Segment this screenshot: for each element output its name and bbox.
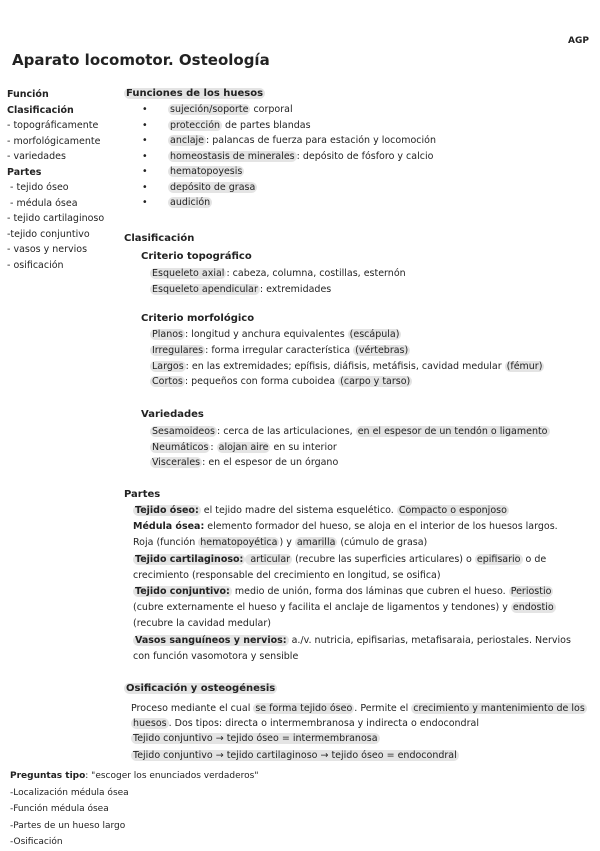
funciones-list	[142, 102, 436, 211]
term-highlight: alojan aire	[218, 441, 269, 453]
list-item: • audición	[142, 197, 211, 208]
osif-highlight: Tejido conjuntivo → tejido óseo = intermembranosa	[133, 733, 378, 744]
parte-text: o de	[522, 553, 547, 565]
parte-text: elemento formador del hueso, se aloja en el interior de los huesos largos.	[204, 521, 558, 533]
term-example: (escápula)	[349, 329, 400, 340]
term-highlight: Esqueleto axial	[152, 268, 225, 279]
parte-label: Tejido conjuntivo:	[135, 586, 230, 598]
osificacion-line	[131, 748, 587, 763]
parte-label: Tejido óseo:	[135, 505, 199, 516]
parte-conjuntivo	[133, 584, 571, 600]
parte-medula	[133, 519, 571, 535]
parte-cartilaginoso	[133, 552, 571, 568]
term-highlight: Planos	[152, 329, 183, 340]
term-highlight: Sesamoideos	[152, 426, 215, 437]
term-highlight: Cortos	[152, 376, 183, 388]
term-desc: : en las extremidades; epífisis, diáfisis, metáfisis, cavidad medular	[185, 360, 505, 372]
sidebar-item: - vasos y nervios	[7, 244, 88, 255]
term-desc: en su interior	[270, 441, 337, 453]
partes-content	[133, 503, 571, 665]
parte-highlight: articular	[247, 553, 291, 565]
list-item	[150, 282, 406, 298]
term-example: (vértebras)	[355, 344, 409, 356]
funcion-key: homeostasis de minerales	[170, 150, 295, 162]
funcion-key: depósito de grasa	[170, 181, 256, 193]
parte-text: ) y	[279, 537, 295, 549]
term-desc: :	[210, 441, 217, 453]
parte-highlight: Compacto o esponjoso	[398, 505, 507, 516]
list-item: • protección de partes blandas	[142, 119, 311, 131]
funcion-key: protección	[170, 119, 221, 131]
osificacion-content	[131, 701, 587, 763]
sidebar-item: - médula ósea	[7, 197, 78, 209]
topografico-heading: Criterio topográfico	[141, 251, 252, 262]
clasificacion-heading: Clasificación	[124, 233, 195, 244]
parte-vasos	[133, 633, 571, 649]
list-item	[150, 455, 550, 471]
list-item	[150, 266, 406, 282]
term-desc: : cabeza, columna, costillas, esternón	[226, 268, 406, 279]
list-item: -Función médula ósea	[10, 804, 109, 814]
parte-highlight: epifisario	[476, 553, 521, 565]
list-item: -Localización médula ósea	[10, 787, 129, 798]
parte-cartilaginoso-cont: crecimiento (responsable del crecimiento en longitud, se osifica)	[133, 569, 441, 581]
term-highlight: Largos	[152, 360, 184, 372]
osificacion-heading-text: Osificación y osteogénesis	[126, 683, 276, 694]
sidebar-item: - variedades	[7, 151, 66, 162]
sidebar-item: - tejido cartilaginoso	[7, 213, 105, 224]
osif-highlight: crecimiento y mantenimiento de los	[413, 703, 585, 714]
funcion-desc: corporal	[250, 104, 293, 115]
list-item	[150, 359, 544, 375]
osif-text: . Dos tipos: directa o intermembranosa y indirecta o endocondral	[168, 718, 479, 729]
sidebar-outline	[7, 87, 104, 273]
list-item	[150, 440, 550, 456]
osif-highlight: se forma tejido óseo	[255, 703, 353, 714]
preguntas-heading	[10, 768, 258, 785]
term-highlight: en el espesor de un tendón o ligamento	[357, 426, 548, 437]
parte-highlight: Periostio	[510, 586, 552, 598]
sidebar-item: -tejido conjuntivo	[7, 228, 90, 240]
list-item	[150, 327, 544, 343]
list-item: • homeostasis de minerales : depósito de fósforo y calcio	[142, 150, 434, 162]
funcion-desc: de partes blandas	[222, 119, 311, 131]
parte-tejido-oseo	[133, 503, 571, 519]
topografico-list	[150, 266, 406, 297]
parte-text: el tejido madre del sistema esquelético.	[200, 505, 397, 516]
funcion-desc: : palancas de fuerza para estación y locomoción	[206, 135, 436, 146]
list-item: • hematopoyesis	[142, 166, 243, 177]
funcion-key: anclaje	[170, 135, 205, 146]
page-title: Aparato locomotor. Osteología	[12, 51, 270, 69]
parte-highlight: hematopoyética	[200, 537, 278, 549]
term-example: (carpo y tarso)	[340, 376, 411, 388]
sidebar-item: - tejido óseo	[7, 182, 69, 193]
funciones-heading-text: Funciones de los huesos	[126, 88, 264, 99]
sidebar-item: - osificación	[7, 259, 64, 271]
partes-heading: Partes	[124, 489, 161, 500]
parte-vasos-cont: con función vasomotora y sensible	[133, 650, 299, 662]
list-item	[150, 374, 544, 390]
preguntas-tipo	[10, 768, 258, 851]
variedades-heading: Variedades	[141, 409, 204, 420]
osif-highlight: Tejido conjuntivo → tejido cartilaginoso → tejido óseo = endocondral	[133, 750, 457, 761]
funcion-key: audición	[170, 197, 211, 208]
osificacion-line	[131, 731, 587, 746]
osificacion-line	[131, 701, 587, 716]
parte-label: Vasos sanguíneos y nervios:	[135, 634, 287, 646]
osificacion-heading	[124, 683, 277, 694]
funciones-heading	[124, 88, 265, 99]
term-desc: : cerca de las articulaciones,	[217, 426, 356, 437]
sidebar-item: - morfológicamente	[7, 135, 101, 147]
morfologico-heading: Criterio morfológico	[141, 313, 255, 324]
term-example: (fémur)	[506, 360, 543, 372]
parte-label: Tejido cartilaginoso:	[135, 553, 244, 565]
list-item	[150, 424, 550, 440]
author-initials: AGP	[568, 36, 589, 46]
term-highlight: Viscerales	[152, 457, 201, 468]
parte-text: medio de unión, forma dos láminas que cubren el hueso.	[231, 586, 509, 598]
morfologico-list	[150, 327, 544, 390]
list-item: • depósito de grasa	[142, 181, 256, 193]
sidebar-heading-partes: Partes	[7, 166, 42, 178]
list-item	[150, 343, 544, 359]
term-desc: : longitud y anchura equivalentes	[184, 329, 348, 340]
list-item: • anclaje : palancas de fuerza para estación y locomoción	[142, 135, 436, 146]
osif-text: Proceso mediante el cual	[131, 703, 254, 714]
preguntas-label: Preguntas tipo	[10, 771, 86, 781]
parte-highlight: endostio	[512, 602, 554, 614]
sidebar-heading-funcion: Función	[7, 89, 49, 100]
sidebar-item: - topográficamente	[7, 120, 99, 131]
funcion-key: hematopoyesis	[170, 166, 243, 177]
funcion-key: sujeción/soporte	[170, 104, 249, 115]
parte-conjuntivo-cont2: (recubre la cavidad medular)	[133, 618, 271, 630]
list-item: -Osificación	[10, 837, 63, 847]
parte-conjuntivo-cont	[133, 600, 571, 616]
term-highlight: Irregulares	[152, 344, 204, 356]
term-desc: : extremidades	[259, 283, 332, 295]
variedades-list	[150, 424, 550, 471]
preguntas-label-rest: : "escoger los enunciados verdaderos"	[85, 771, 259, 781]
parte-text: (cubre externamente el hueso y facilita el anclaje de ligamentos y tendones) y	[133, 602, 511, 614]
term-desc: : pequeños con forma cuboidea	[184, 376, 339, 388]
parte-label: Médula ósea:	[133, 521, 205, 533]
term-highlight: Neumáticos	[152, 441, 209, 453]
sidebar-heading-clasificacion: Clasificación	[7, 104, 74, 116]
list-item: -Partes de un hueso largo	[10, 820, 126, 831]
osif-highlight: huesos	[133, 718, 167, 729]
term-highlight: Esqueleto apendicular	[152, 283, 258, 295]
parte-text: (cúmulo de grasa)	[337, 537, 428, 549]
funcion-desc: : depósito de fósforo y calcio	[296, 150, 434, 162]
osificacion-line	[131, 716, 587, 731]
osif-text: . Permite el	[354, 703, 412, 714]
parte-medula-tipos	[133, 535, 571, 551]
list-item: • sujeción/soporte corporal	[142, 104, 293, 115]
parte-text: a./v. nutricia, epifisarias, metafisaraia, periostales. Nervios	[288, 634, 571, 646]
parte-text: Roja (función	[133, 537, 199, 549]
parte-text: (recubre las superficies articulares) o	[292, 553, 475, 565]
term-desc: : en el espesor de un órgano	[202, 457, 339, 468]
term-desc: : forma irregular característica	[205, 344, 354, 356]
parte-highlight: amarilla	[296, 537, 336, 549]
